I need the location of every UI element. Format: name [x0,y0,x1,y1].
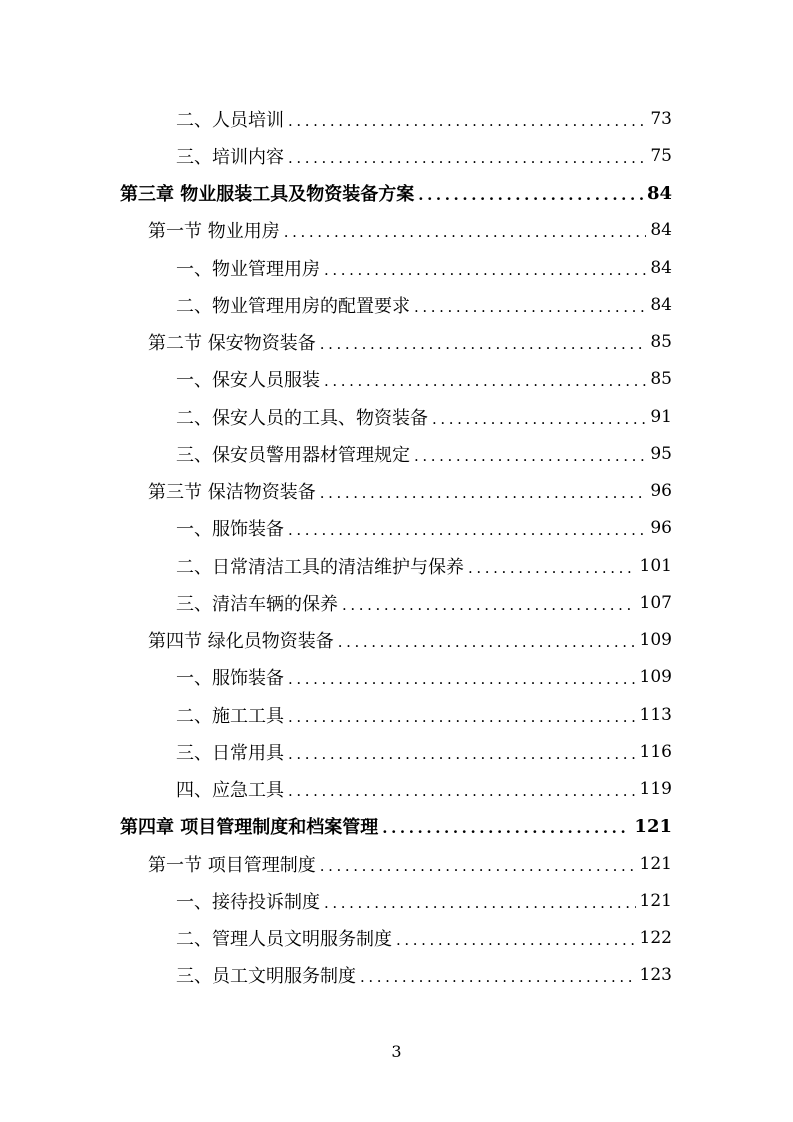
toc-section-entry[interactable] [0,212,793,249]
toc-entry-title: 二、日常清洁工具的清洁维护与保养 [176,556,464,578]
toc-entry-page: 109 [639,667,672,688]
toc-entry-page: 107 [639,592,672,613]
toc-entry-title: 四、应急工具 [176,780,284,802]
toc-entry-title: 第四章 项目管理制度和档案管理 [120,817,379,839]
toc-entry-title: 三、员工文明服务制度 [176,966,356,988]
toc-entry-page: 84 [650,257,672,278]
toc-subsection-entry[interactable] [0,547,793,584]
toc-dot-leader [382,819,630,837]
toc-entry-title: 三、保安员警用器材管理规定 [176,444,410,466]
toc-subsection-entry[interactable] [0,920,793,957]
toc-entry-page: 84 [650,294,672,315]
toc-entry-title: 第一节 物业用房 [148,221,280,243]
toc-dot-leader [288,149,646,167]
toc-section-entry[interactable] [0,324,793,361]
toc-section-entry[interactable] [0,845,793,882]
toc-dot-leader [360,968,636,986]
toc-subsection-entry[interactable] [0,771,793,808]
toc-dot-leader [320,335,647,353]
toc-entry-page: 121 [639,853,672,874]
toc-entry-title: 二、物业管理用房的配置要求 [176,295,410,317]
toc-subsection-entry[interactable] [0,957,793,994]
toc-dot-leader [468,559,636,577]
toc-entry-page: 122 [639,928,672,949]
toc-entry-page: 121 [634,815,672,837]
toc-dot-leader [418,186,643,204]
toc-dot-leader [288,745,636,763]
toc-chapter-entry[interactable] [0,808,793,845]
toc-entry-page: 116 [639,741,672,762]
toc-entry-page: 119 [639,779,672,800]
toc-entry-title: 二、施工工具 [176,705,284,727]
table-of-contents [0,100,793,994]
toc-dot-leader [288,521,646,539]
toc-subsection-entry[interactable] [0,249,793,286]
toc-entry-title: 三、培训内容 [176,146,284,168]
toc-entry-title: 第三章 物业服装工具及物资装备方案 [120,184,415,206]
toc-entry-page: 101 [639,555,672,576]
toc-entry-page: 96 [650,481,672,502]
toc-subsection-entry[interactable] [0,137,793,174]
toc-entry-page: 85 [650,369,672,390]
toc-entry-title: 三、清洁车辆的保养 [176,593,338,615]
toc-entry-page: 123 [639,965,672,986]
toc-entry-page: 121 [639,890,672,911]
toc-entry-page: 84 [650,220,672,241]
toc-entry-title: 三、日常用具 [176,742,284,764]
toc-entry-title: 一、保安人员服装 [176,370,320,392]
toc-entry-page: 96 [650,518,672,539]
toc-dot-leader [432,410,646,428]
toc-subsection-entry[interactable] [0,398,793,435]
toc-dot-leader [414,447,646,465]
toc-entry-title: 二、管理人员文明服务制度 [176,929,392,951]
page-number: 3 [391,1042,402,1061]
toc-dot-leader [320,857,636,875]
toc-entry-title: 第三节 保洁物资装备 [148,482,316,504]
toc-dot-leader [324,261,646,279]
toc-subsection-entry[interactable] [0,100,793,137]
toc-subsection-entry[interactable] [0,510,793,547]
toc-subsection-entry[interactable] [0,361,793,398]
toc-entry-title: 第四节 绿化员物资装备 [148,631,334,653]
toc-subsection-entry[interactable] [0,696,793,733]
toc-entry-title: 二、保安人员的工具、物资装备 [176,407,428,429]
toc-chapter-entry[interactable] [0,175,793,212]
toc-dot-leader [414,298,646,316]
toc-entry-page: 95 [650,443,672,464]
toc-entry-title: 第二节 保安物资装备 [148,333,316,355]
toc-entry-page: 113 [639,704,672,725]
toc-dot-leader [338,633,636,651]
toc-entry-page: 73 [650,108,672,129]
toc-section-entry[interactable] [0,473,793,510]
toc-dot-leader [342,596,636,614]
toc-entry-page: 84 [646,182,672,204]
toc-dot-leader [288,112,646,130]
toc-subsection-entry[interactable] [0,435,793,472]
toc-dot-leader [396,931,636,949]
toc-entry-page: 75 [650,145,672,166]
toc-dot-leader [320,484,647,502]
toc-entry-title: 一、接待投诉制度 [176,891,320,913]
toc-entry-title: 一、服饰装备 [176,668,284,690]
toc-dot-leader [324,372,646,390]
toc-subsection-entry[interactable] [0,733,793,770]
toc-subsection-entry[interactable] [0,882,793,919]
toc-dot-leader [284,223,647,241]
toc-subsection-entry[interactable] [0,659,793,696]
toc-entry-page: 91 [650,406,672,427]
toc-dot-leader [288,708,636,726]
toc-entry-title: 第一节 项目管理制度 [148,854,316,876]
toc-dot-leader [288,782,636,800]
toc-entry-page: 109 [639,630,672,651]
toc-entry-page: 85 [650,332,672,353]
toc-subsection-entry[interactable] [0,584,793,621]
toc-entry-title: 一、服饰装备 [176,519,284,541]
toc-entry-title: 二、人员培训 [176,109,284,131]
toc-entry-title: 一、物业管理用房 [176,258,320,280]
toc-section-entry[interactable] [0,622,793,659]
toc-dot-leader [288,670,636,688]
toc-dot-leader [324,894,636,912]
toc-subsection-entry[interactable] [0,286,793,323]
